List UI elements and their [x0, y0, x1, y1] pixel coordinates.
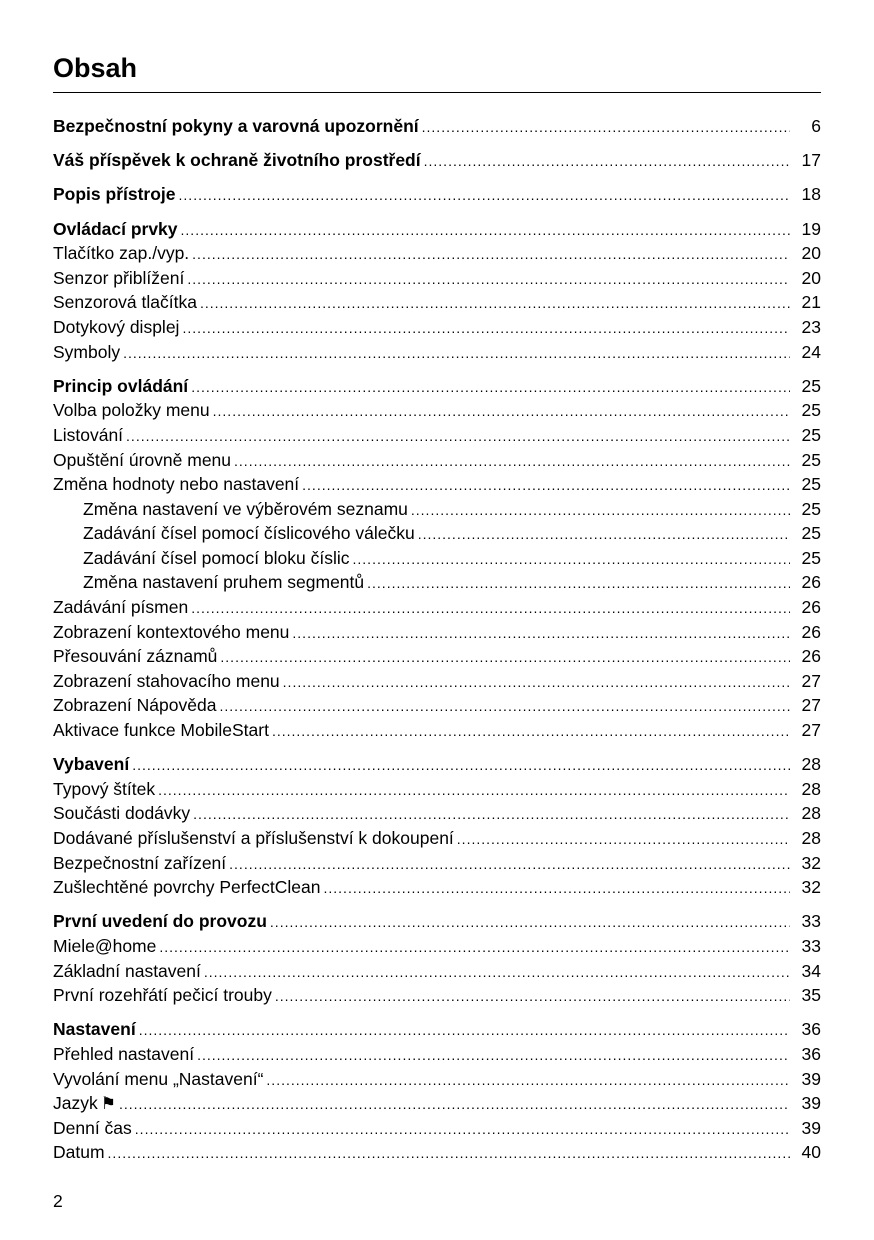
toc-page-number: 26: [801, 621, 821, 642]
toc-page-number: 20: [801, 243, 821, 264]
toc-page-number: 23: [801, 316, 821, 337]
toc-page-number: 6: [811, 116, 821, 136]
toc-entry-label: Datum: [53, 1142, 105, 1163]
toc-entry[interactable]: [53, 826, 821, 851]
toc-entry-settings[interactable]: [53, 1017, 821, 1042]
toc-entry-label: Vyvolání menu „Nastavení“: [53, 1068, 264, 1089]
dot-leader: [139, 1018, 790, 1043]
toc-page-number: 27: [801, 720, 821, 741]
toc-subentry[interactable]: [53, 497, 821, 522]
dot-leader: [234, 449, 790, 474]
toc-entry[interactable]: [53, 448, 821, 473]
table-of-contents: [53, 114, 821, 1165]
toc-entry[interactable]: [53, 718, 821, 743]
dot-leader: [422, 115, 790, 140]
toc-entry-label: Zadávání čísel pomocí bloku číslic: [83, 547, 350, 568]
toc-page-number: 21: [801, 292, 821, 313]
toc-entry[interactable]: [53, 959, 821, 984]
toc-entry[interactable]: [53, 669, 821, 694]
dot-leader: [302, 473, 790, 498]
dot-leader: [353, 547, 790, 572]
toc-page-number: 25: [801, 498, 821, 519]
toc-page-number: 28: [801, 754, 821, 775]
toc-entry-environment[interactable]: [53, 148, 821, 173]
toc-page-number: 26: [801, 646, 821, 667]
toc-subentry[interactable]: [53, 521, 821, 546]
toc-entry-operation[interactable]: [53, 374, 821, 399]
toc-entry-equipment[interactable]: [53, 752, 821, 777]
toc-page-number: 25: [801, 474, 821, 495]
toc-page-number: 18: [801, 184, 821, 205]
dot-leader: [159, 935, 790, 960]
toc-entry-label: Denní čas: [53, 1117, 132, 1138]
toc-entry-label: Zušlechtěné povrchy PerfectClean: [53, 877, 321, 898]
dot-leader: [292, 621, 790, 646]
toc-page-number: 20: [801, 267, 821, 288]
dot-leader: [219, 694, 790, 719]
toc-entry-label: Senzor přiblížení: [53, 267, 185, 288]
toc-page-number: 27: [801, 670, 821, 691]
dot-leader: [266, 1068, 790, 1093]
toc-entry-label: Přehled nastavení: [53, 1043, 195, 1064]
title-divider: [53, 92, 821, 93]
toc-entry[interactable]: [53, 315, 821, 340]
toc-subentry[interactable]: [53, 546, 821, 571]
dot-leader: [367, 571, 790, 596]
dot-leader: [272, 719, 790, 744]
toc-page-number: 25: [801, 449, 821, 470]
toc-entry[interactable]: [53, 1140, 821, 1165]
toc-entry[interactable]: [53, 266, 821, 291]
toc-entry[interactable]: [53, 777, 821, 802]
toc-page-number: 36: [801, 1043, 821, 1064]
toc-entry-label: Zobrazení Nápověda: [53, 695, 217, 716]
toc-page-number: 33: [801, 935, 821, 956]
toc-page-number: 28: [801, 778, 821, 799]
toc-page-number: 25: [801, 375, 821, 396]
toc-entry-label: Senzorová tlačítka: [53, 292, 197, 313]
toc-entry-label: Princip ovládání: [53, 375, 189, 396]
toc-page-number: 17: [801, 150, 821, 171]
toc-page-number: 36: [801, 1019, 821, 1040]
toc-entry-label: Základní nastavení: [53, 960, 201, 981]
toc-entry-safety[interactable]: [53, 114, 821, 139]
toc-page-number: 19: [801, 218, 821, 239]
toc-entry[interactable]: [53, 875, 821, 900]
toc-page-number: 32: [801, 877, 821, 898]
toc-entry-label: Ovládací prvky: [53, 218, 178, 239]
toc-entry-controls[interactable]: [53, 217, 821, 242]
toc-entry-description[interactable]: [53, 182, 821, 207]
toc-entry-label: Vybavení: [53, 754, 130, 775]
toc-entry-label: Popis přístroje: [53, 184, 176, 205]
dot-leader: [275, 984, 790, 1009]
toc-page-number: 32: [801, 852, 821, 873]
toc-entry-label: První uvedení do provozu: [53, 911, 267, 932]
dot-leader: [229, 852, 790, 877]
dot-leader: [126, 424, 790, 449]
toc-entry-label: Nastavení: [53, 1019, 136, 1040]
toc-page-number: 24: [801, 341, 821, 362]
toc-entry-label: Symboly: [53, 341, 121, 362]
toc-subentry[interactable]: [53, 570, 821, 595]
toc-entry-label: Změna nastavení pruhem segmentů: [83, 572, 365, 593]
dot-leader: [204, 960, 790, 985]
toc-entry[interactable]: [53, 644, 821, 669]
dot-leader: [132, 753, 790, 778]
toc-entry-label: První rozehřátí pečicí trouby: [53, 985, 272, 1006]
toc-entry-label: Bezpečnostní pokyny a varovná upozornění: [53, 116, 419, 136]
dot-leader: [108, 1141, 790, 1166]
dot-leader: [123, 341, 790, 366]
flag-icon: ⚑: [100, 1094, 116, 1114]
dot-leader: [187, 267, 790, 292]
dot-leader: [270, 910, 790, 935]
toc-entry-label: Bezpečnostní zařízení: [53, 852, 227, 873]
toc-page-number: 39: [801, 1068, 821, 1089]
toc-entry-label: Váš příspěvek k ochraně životního prostředí: [53, 150, 421, 171]
toc-page-number: 25: [801, 424, 821, 445]
dot-leader: [213, 399, 790, 424]
toc-entry-label: Tlačítko zap./vyp.: [53, 243, 190, 264]
toc-entry[interactable]: [53, 472, 821, 497]
toc-entry-label: Přesouvání záznamů: [53, 646, 218, 667]
toc-entry[interactable]: [53, 241, 821, 266]
dot-leader: [193, 802, 790, 827]
toc-page-number: 28: [801, 828, 821, 848]
dot-leader: [181, 218, 790, 243]
dot-leader: [411, 498, 790, 523]
toc-entry-label: Dodávané příslušenství a příslušenství k dokoupení: [53, 828, 454, 848]
toc-entry-label: Součásti dodávky: [53, 803, 191, 824]
toc-page-number: 28: [801, 803, 821, 824]
toc-entry-label: Zadávání písmen: [53, 597, 189, 618]
toc-entry[interactable]: [53, 290, 821, 315]
toc-entry[interactable]: [53, 1091, 821, 1116]
toc-entry-label: Miele@home: [53, 935, 157, 956]
toc-entry[interactable]: [53, 801, 821, 826]
toc-page-number: 35: [801, 985, 821, 1006]
toc-entry[interactable]: [53, 983, 821, 1008]
toc-entry-label: Zobrazení stahovacího menu: [53, 670, 280, 691]
dot-leader: [119, 1092, 790, 1117]
toc-page-number: 25: [801, 523, 821, 544]
toc-entry-label: Jazyk: [53, 1093, 98, 1114]
dot-leader: [418, 522, 790, 547]
toc-entry[interactable]: [53, 1116, 821, 1141]
dot-leader: [424, 149, 790, 174]
toc-entry[interactable]: [53, 595, 821, 620]
toc-page-number: 27: [801, 695, 821, 716]
dot-leader: [158, 778, 790, 803]
toc-entry-label: Změna nastavení ve výběrovém seznamu: [83, 498, 408, 519]
dot-leader: [324, 876, 791, 901]
toc-entry-label: Opuštění úrovně menu: [53, 449, 232, 470]
toc-page-number: 40: [801, 1142, 821, 1163]
dot-leader: [457, 827, 790, 852]
toc-page-number: 25: [801, 400, 821, 421]
dot-leader: [197, 1043, 790, 1068]
toc-entry-label: Dotykový displej: [53, 316, 180, 337]
toc-entry-label: Změna hodnoty nebo nastavení: [53, 474, 300, 495]
toc-entry[interactable]: [53, 620, 821, 645]
toc-page-number: 25: [801, 547, 821, 568]
dot-leader: [191, 375, 790, 400]
dot-leader: [179, 183, 790, 208]
toc-entry[interactable]: [53, 423, 821, 448]
toc-page-number: 33: [801, 911, 821, 932]
toc-page-number: 39: [801, 1117, 821, 1138]
toc-entry[interactable]: [53, 851, 821, 876]
toc-entry-label: Volba položky menu: [53, 400, 210, 421]
page-number: 2: [53, 1191, 63, 1211]
toc-page-number: 26: [801, 572, 821, 593]
dot-leader: [200, 291, 790, 316]
toc-entry[interactable]: [53, 340, 821, 365]
dot-leader: [135, 1117, 790, 1142]
toc-entry-first-use[interactable]: [53, 909, 821, 934]
dot-leader: [283, 670, 790, 695]
toc-entry[interactable]: [53, 934, 821, 959]
toc-entry[interactable]: [53, 1042, 821, 1067]
toc-entry-label: Aktivace funkce MobileStart: [53, 720, 269, 741]
toc-entry-label: Zadávání čísel pomocí číslicového válečku: [83, 523, 415, 544]
toc-entry-label: Listování: [53, 424, 124, 445]
toc-page-number: 39: [801, 1093, 821, 1114]
dot-leader: [182, 316, 790, 341]
toc-entry[interactable]: [53, 1067, 821, 1092]
toc-entry-label: Zobrazení kontextového menu: [53, 621, 290, 642]
page-title: Obsah: [53, 53, 138, 83]
toc-entry[interactable]: [53, 398, 821, 423]
toc-page-number: 26: [801, 597, 821, 618]
dot-leader: [191, 596, 790, 621]
dot-leader: [192, 242, 790, 267]
toc-entry[interactable]: [53, 693, 821, 718]
toc-page-number: 34: [801, 960, 821, 981]
toc-entry-label: Typový štítek: [53, 778, 156, 799]
dot-leader: [220, 645, 790, 670]
